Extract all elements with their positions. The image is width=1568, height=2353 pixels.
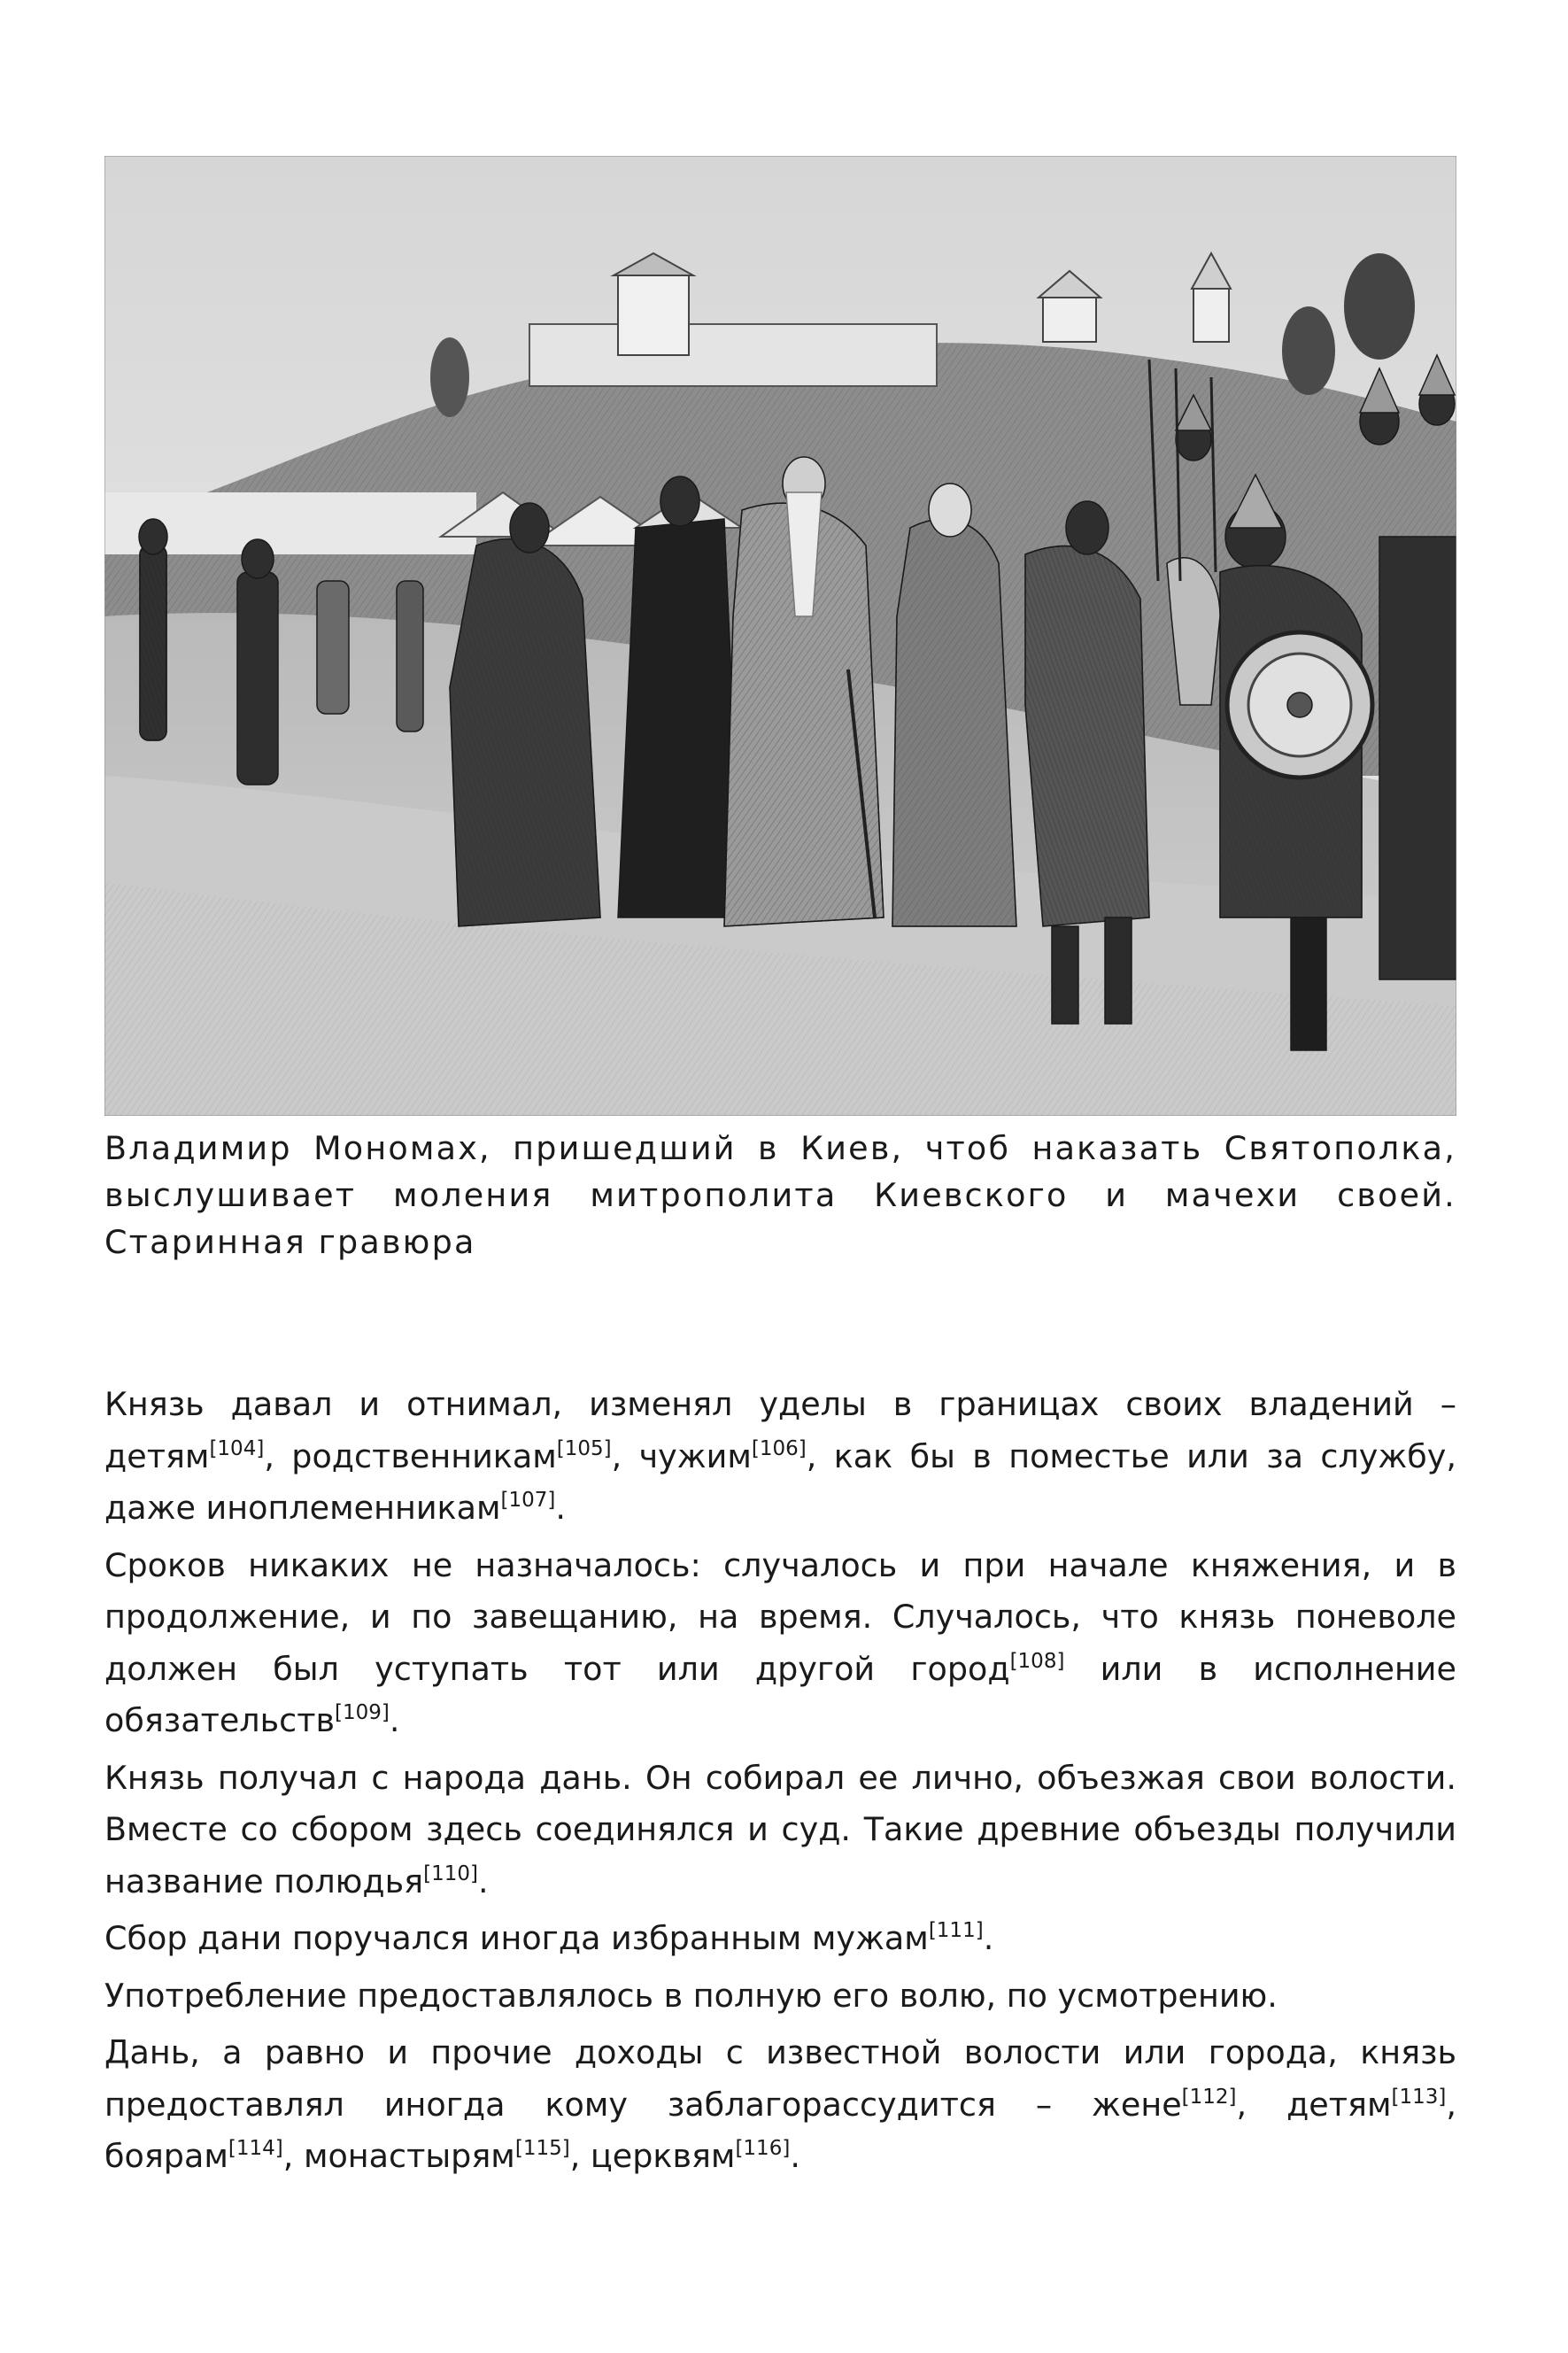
paragraph (104, 1379, 1456, 1535)
footnote-link[interactable]: [111] (928, 1919, 984, 1942)
paragraph (104, 1970, 1456, 2023)
text-run: Сбор дани поручался иногда избранным мужам (104, 1919, 929, 1957)
text-run: Дань, а равно и прочие доходы с известной волости или города, князь предоставлял иногда кому заблагорассудится – жене (104, 2033, 1456, 2124)
text-run: . (790, 2137, 800, 2175)
paragraph (104, 1540, 1456, 1747)
text-run: , церквям (569, 2137, 736, 2175)
engraving-image (104, 156, 1456, 1116)
paragraph (104, 2027, 1456, 2183)
footnote-link[interactable]: [104] (209, 1436, 265, 1460)
text-run: , родственникам (264, 1436, 557, 1475)
text-run: Сроков никаких не назначалось: случалось и при начале княжения, и в продолжение, и по завещанию, на время. Случалось, что князь поневоле должен был уступать тот или другой город (104, 1545, 1456, 1688)
footnote-link[interactable]: [116] (735, 2137, 791, 2160)
footnote-link[interactable]: [112] (1181, 2085, 1237, 2109)
text-run: . (477, 1862, 489, 1900)
text-run: . (983, 1919, 994, 1957)
text-run: Князь давал и отнимал, изменял уделы в границах своих владений – детям (104, 1385, 1456, 1475)
footnote-link[interactable]: [113] (1391, 2085, 1447, 2109)
footnote-link[interactable]: [109] (334, 1701, 390, 1724)
text-run: или в исполнение обязательств (104, 1649, 1456, 1739)
page-content (104, 156, 1456, 2188)
text-run: , чужим (611, 1436, 752, 1475)
footnote-link[interactable]: [108] (1009, 1649, 1065, 1673)
engraving-illustration (104, 156, 1456, 1116)
text-run: Князь получал с народа дань. Он собирал ее лично, объезжая свои волости. Вместе со сбором здесь соединялся и суд. Такие древние объезды получили название полюдья (104, 1758, 1456, 1900)
footnote-link[interactable]: [114] (228, 2137, 283, 2160)
body-text (104, 1379, 1456, 2183)
paragraph (104, 1753, 1456, 1908)
text-run: . (555, 1489, 566, 1527)
text-run: , детям (1236, 2085, 1392, 2124)
text-run: , как бы в поместье или за службу, даже иноплеменникам (104, 1436, 1456, 1527)
footnote-link[interactable]: [110] (423, 1862, 478, 1885)
text-run: , боярам (104, 2085, 1456, 2175)
paragraph (104, 1913, 1456, 1965)
footnote-link[interactable]: [106] (751, 1436, 807, 1460)
text-run: . (389, 1701, 400, 1739)
text-run: Употребление предоставлялось в полную его волю, по усмотрению. (104, 1976, 1278, 2015)
footnote-link[interactable]: [115] (514, 2137, 570, 2160)
footnote-link[interactable]: [105] (556, 1436, 612, 1460)
text-run: , монастырям (282, 2137, 515, 2175)
footnote-link[interactable]: [107] (500, 1489, 556, 1512)
figure-caption: Владимир Мономах, пришедший в Киев, чтоб наказать Святополка, выслушивает моления митрополита Киевского и мачехи своей. Старинная гравюра (104, 1129, 1456, 1261)
